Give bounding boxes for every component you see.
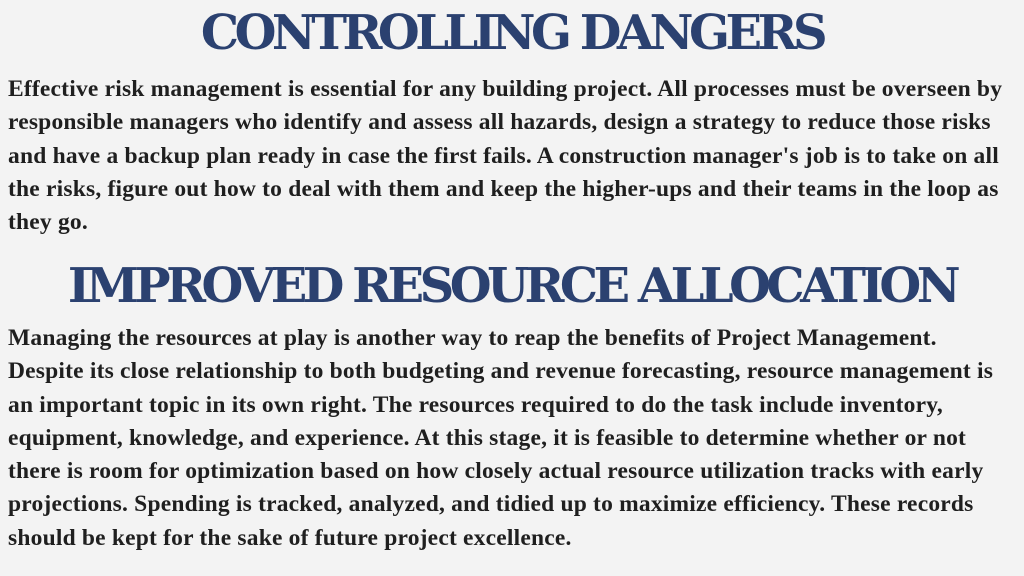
section-heading-controlling-dangers: CONTROLLING DANGERS [200, 5, 824, 61]
section-body-improved-resource-allocation: Managing the resources at play is another way to reap the benefits of Project Management. Despite its close relationship to both budgeting and revenue forecasting, resource management is an important topic in its own right. The resources required to do the task include inventory, equipment, knowledge, and experience. At this stage, it is feasible to determine whether or not there is room for optimization based on how closely actual resource utilization tracks with early projections. Spending is tracked, analyzed, and tidied up to maximize efficiency. These records should be kept for the sake of future project excellence. [8, 325, 994, 551]
section-heading-improved-resource-allocation: IMPROVED RESOURCE ALLOCATION [67, 258, 957, 314]
section-body-controlling-dangers: Effective risk management is essential for any building project. All processes must be overseen by responsible managers who identify and assess all hazards, design a strategy to reduce those risks and have a backup plan ready in case the first fails. A construction manager's job is to take on all the risks, figure out how to deal with them and keep the higher-ups and their teams in the loop as they go. [8, 76, 1003, 236]
